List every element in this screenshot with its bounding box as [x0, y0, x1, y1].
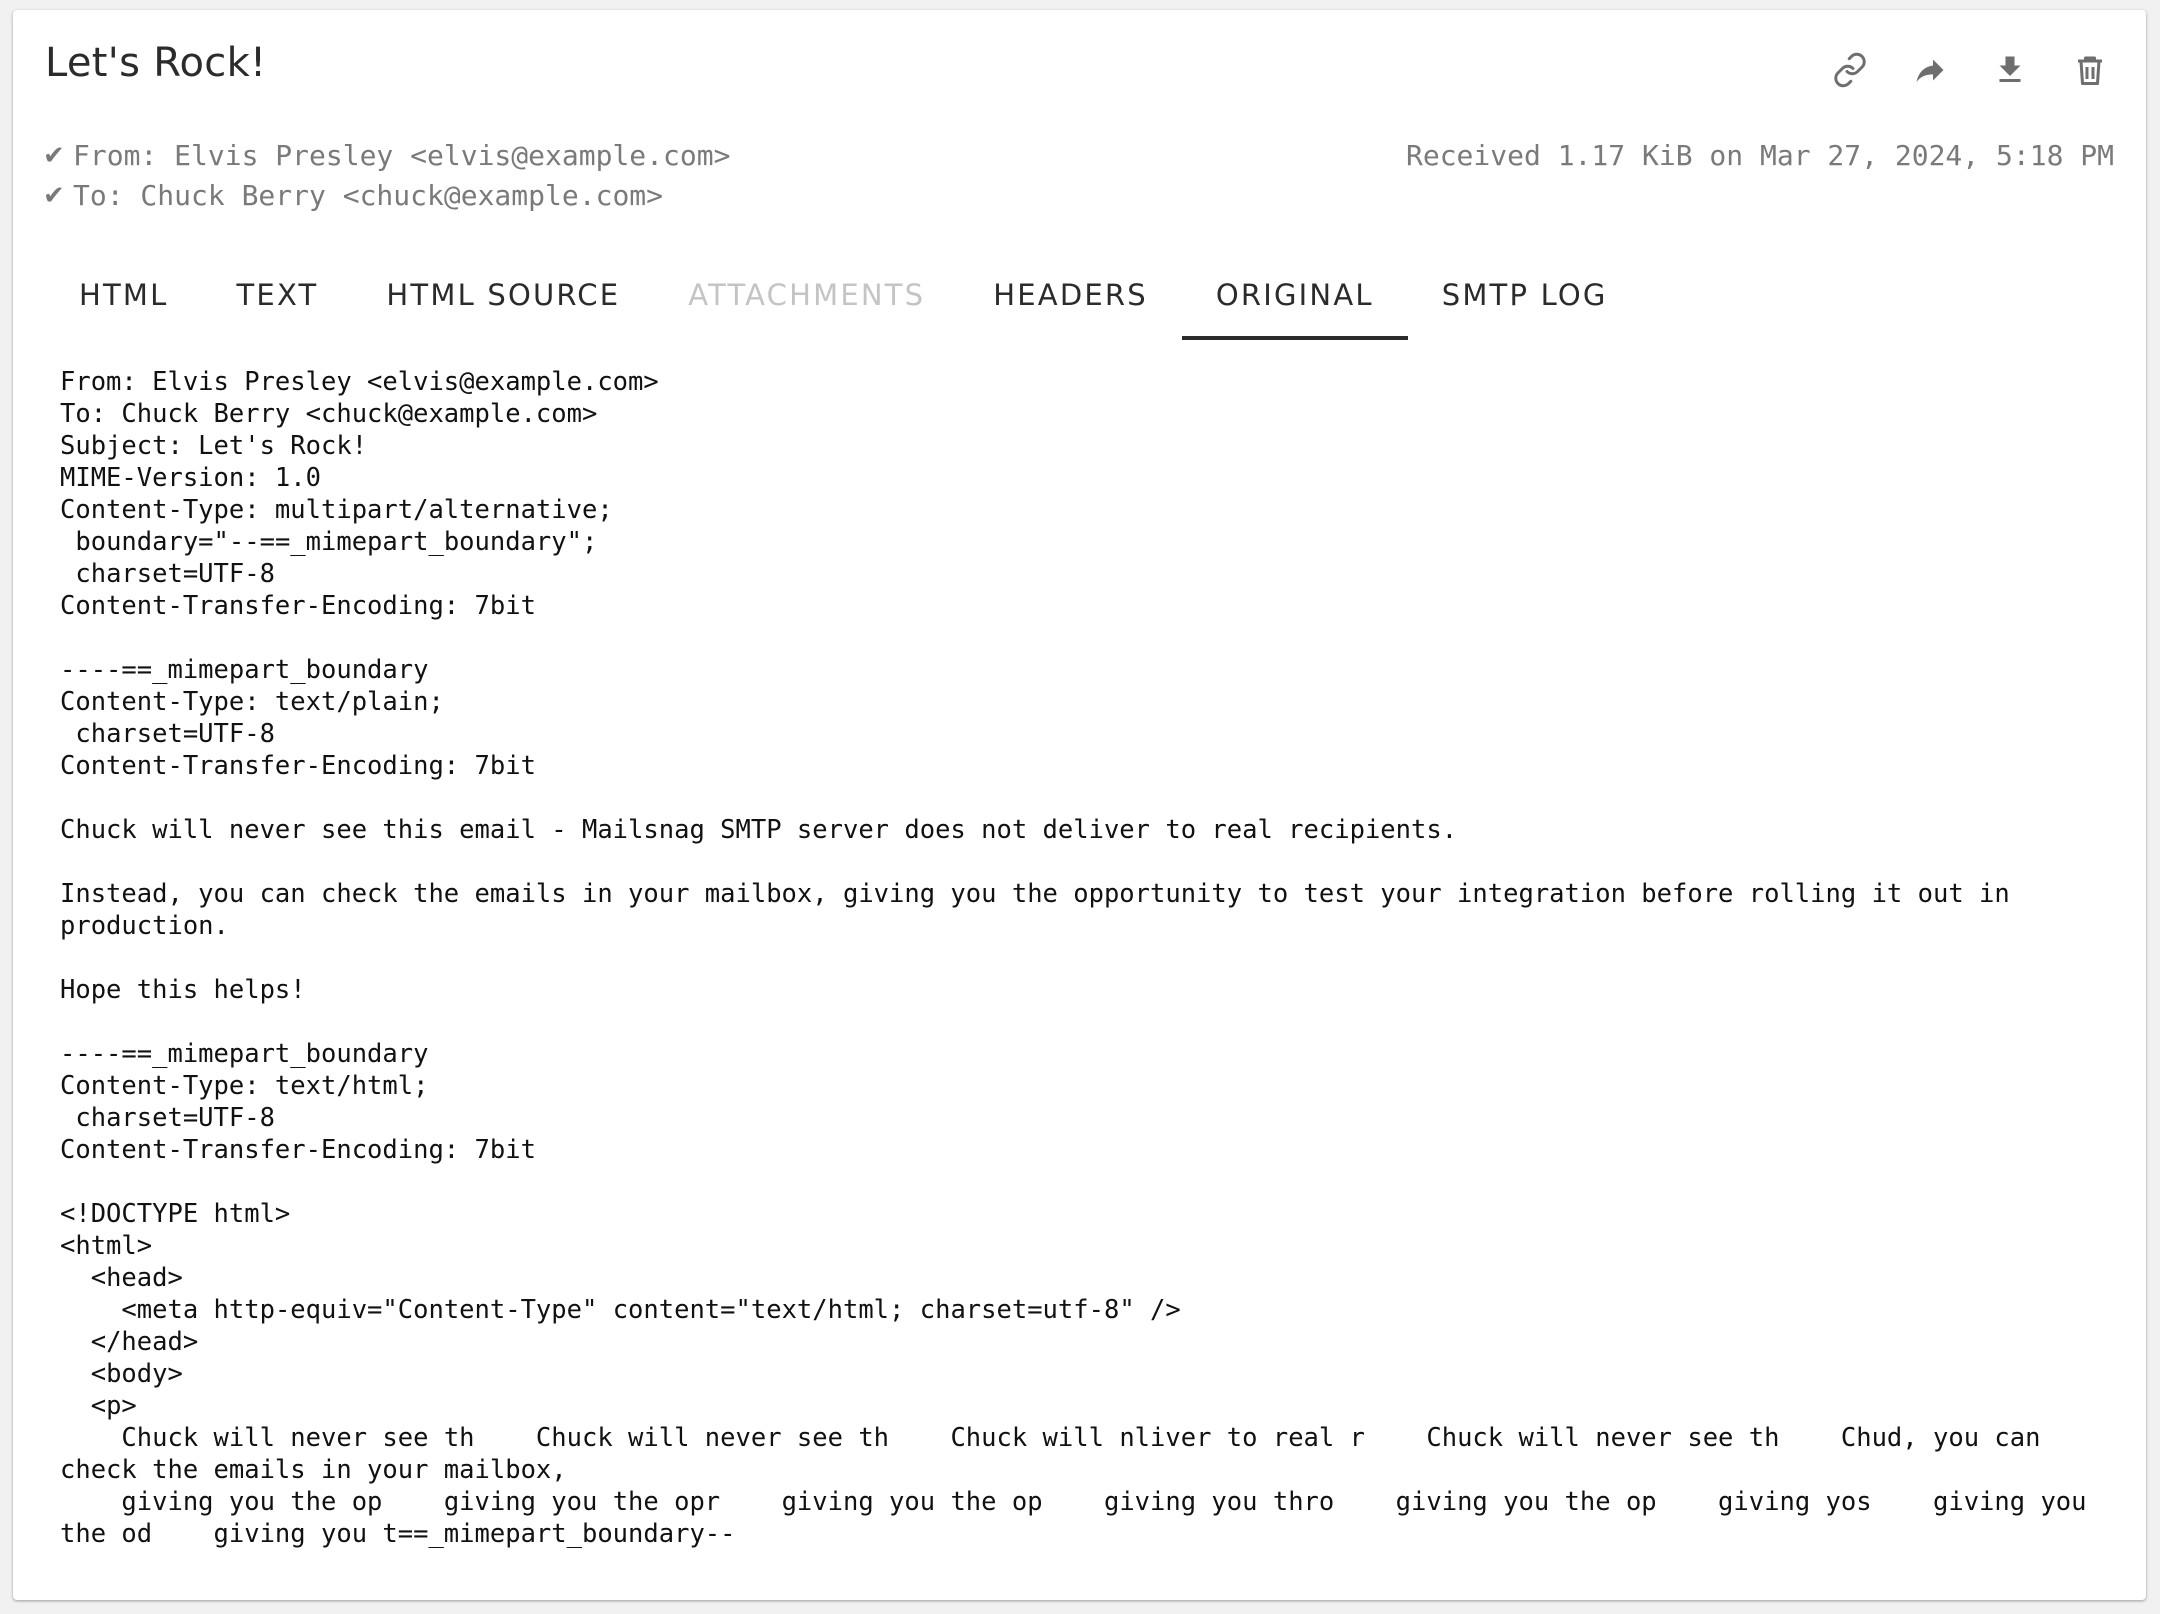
tab-html-source[interactable]: HTML SOURCE	[386, 278, 621, 312]
download-button[interactable]	[1990, 50, 2030, 90]
tab-headers[interactable]: HEADERS	[993, 278, 1148, 312]
email-actions	[1830, 50, 2110, 90]
email-addresses	[43, 136, 730, 216]
to-address: To: Chuck Berry <chuck@example.com>	[73, 179, 664, 212]
forward-icon	[1912, 52, 1948, 88]
tab-smtp-log[interactable]: SMTP LOG	[1441, 278, 1608, 312]
email-subject: Let's Rock!	[45, 40, 267, 86]
delete-button[interactable]	[2070, 50, 2110, 90]
tab-text[interactable]: TEXT	[236, 278, 319, 312]
forward-button[interactable]	[1910, 50, 1950, 90]
tab-html[interactable]: HTML	[79, 278, 169, 312]
download-icon	[1992, 52, 2028, 88]
tab-original[interactable]: ORIGINAL	[1182, 250, 1408, 340]
verified-check-icon: ✔	[43, 181, 65, 211]
received-info: Received 1.17 KiB on Mar 27, 2024, 5:18 PM	[1405, 139, 2114, 172]
from-line	[43, 136, 730, 176]
original-message-source: From: Elvis Presley <elvis@example.com> To: Chuck Berry <chuck@example.com> Subject: Let's Rock! MIME-Version: 1.0 Content-Type: multipart/alternative; boundary="--==_mimepart_boundary"; charset=UTF-8 Content-Transfer-Encoding: 7bit ----==_mimepart_boundary Content-Type: text/plain; charset=UTF-8 Content-Transfer-Encoding: 7bit Chuck will never see this email - Mailsnag SMTP server does not deliver to real recipients. Instead, you can check the emails in your mailbox, giving you the opportunity to test your integration before rolling it out in production. Hope this helps! ----==_mimepart_boundary Content-Type: text/html; charset=UTF-8 Content-Transfer-Encoding: 7bit <!DOCTYPE html> <html> <head> <meta http-equiv="Content-Type" content="text/html; charset=utf-8" /> </head> <body> <p> Chuck will never see th Chuck will never see th Chuck will nliver to real r Chuck will never see th Chud, you can check the emails in your mailbox, giving you the op giving you the opr giving you the op giving you thro giving you the op giving yos giving you the od giving you t==_mimepart_boundary--	[60, 367, 2087, 1549]
copy-link-button[interactable]	[1830, 50, 1870, 90]
from-address: From: Elvis Presley <elvis@example.com>	[73, 139, 731, 172]
tab-attachments: ATTACHMENTS	[688, 278, 926, 312]
email-card	[13, 10, 2146, 1600]
view-tabs	[45, 250, 1642, 340]
verified-check-icon: ✔	[43, 141, 65, 171]
link-icon	[1832, 52, 1868, 88]
to-line	[43, 176, 730, 216]
trash-icon	[2072, 52, 2108, 88]
